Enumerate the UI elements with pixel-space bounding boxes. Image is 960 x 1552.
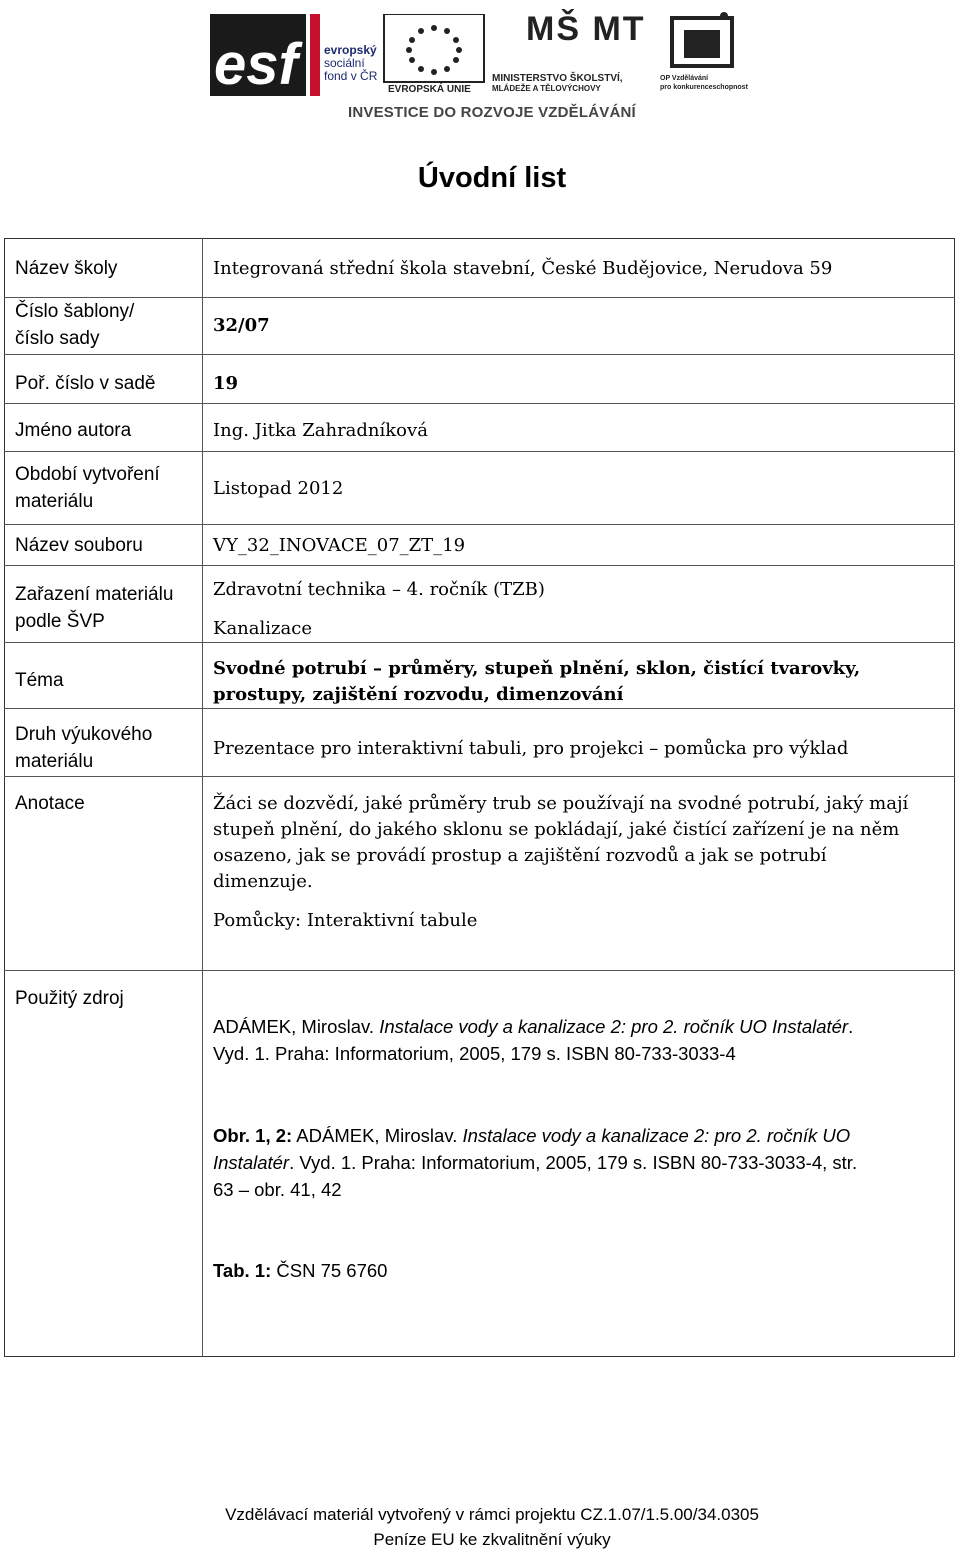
value-author: Ing. Jitka Zahradníková	[213, 420, 428, 441]
value-file-name: VY_32_INOVACE_07_ZT_19	[213, 535, 466, 556]
value-order-number: 19	[213, 373, 239, 394]
row-divider	[4, 776, 955, 777]
value-annotation-3: osazeno, jak se provádí prostup a zajištění rozvodů a jak se potrubí	[213, 845, 827, 866]
value-teaching-aids: Pomůcky: Interaktivní tabule	[213, 910, 478, 931]
row-divider	[4, 451, 955, 452]
label-source: Použitý zdroj	[15, 988, 124, 1009]
msmt-letters: MŠ MT	[526, 10, 646, 48]
row-divider	[4, 354, 955, 355]
label-author: Jméno autora	[15, 420, 132, 441]
op-logo	[650, 10, 760, 98]
label-material-type-1: Druh výukového	[15, 724, 153, 745]
eu-flag-logo	[382, 14, 486, 96]
logo-slogan: INVESTICE DO ROZVOJE VZDĚLÁVÁNÍ	[348, 104, 636, 121]
msmt-logo	[492, 8, 646, 98]
source-ref-2-line2	[213, 1149, 948, 1176]
label-template-number-2: číslo sady	[15, 328, 100, 349]
source-ref-1	[213, 1013, 948, 1040]
table-column-divider	[202, 238, 203, 1357]
source-ref-2-title-1: Instalace vody a kanalizace 2: pro 2. ročník UO	[462, 1125, 851, 1146]
source-ref-2-line3: 63 – obr. 41, 42	[213, 1179, 342, 1200]
page-title: Úvodní list	[417, 162, 567, 194]
row-divider	[4, 708, 955, 709]
label-svp-2: podle ŠVP	[15, 611, 105, 632]
op-caption-1: OP Vzdělávání	[660, 75, 709, 82]
value-school-name: Integrovaná střední škola stavební, České Budějovice, Nerudova 59	[213, 258, 833, 279]
row-divider	[4, 524, 955, 525]
esf-letters: esf	[214, 32, 298, 96]
esf-text-3: fond v ČR	[324, 69, 378, 83]
value-svp-2: Kanalizace	[213, 618, 312, 639]
label-school-name: Název školy	[15, 258, 118, 279]
value-template-number: 32/07	[213, 315, 270, 336]
label-creation-period-2: materiálu	[15, 491, 94, 512]
logo-bar	[210, 8, 770, 126]
label-order-number: Poř. číslo v sadě	[15, 373, 156, 394]
value-svp-1: Zdravotní technika – 4. ročník (TZB)	[213, 579, 545, 600]
source-ref-1-line2: Vyd. 1. Praha: Informatorium, 2005, 179 s. ISBN 80-733-3033-4	[213, 1043, 736, 1064]
row-divider	[4, 642, 955, 643]
label-creation-period-1: Období vytvoření	[15, 464, 160, 485]
row-divider	[4, 970, 955, 971]
source-ref-1-author: ADÁMEK, Miroslav.	[213, 1016, 380, 1037]
msmt-caption-1: MINISTERSTVO ŠKOLSTVÍ,	[492, 73, 623, 84]
value-creation-period: Listopad 2012	[213, 478, 344, 499]
eu-caption: EVROPSKÁ UNIE	[388, 84, 471, 95]
footer-project: Vzdělávací materiál vytvořený v rámci projektu CZ.1.07/1.5.00/34.0305	[225, 1505, 759, 1524]
value-topic-1: Svodné potrubí – průměry, stupeň plnění, sklon, čistící tvarovky,	[213, 658, 861, 679]
op-logo-icon	[664, 10, 744, 70]
op-caption-2: pro konkurenceschopnost	[660, 84, 748, 91]
label-svp-1: Zařazení materiálu	[15, 584, 174, 605]
row-divider	[4, 565, 955, 566]
label-topic: Téma	[15, 670, 64, 691]
source-ref-2-author: ADÁMEK, Miroslav.	[292, 1125, 463, 1146]
value-annotation-2: stupeň plnění, do jakého sklonu se pokládají, jaké čistící zařízení je na něm	[213, 819, 900, 840]
source-ref-3	[213, 1257, 948, 1284]
value-annotation-4: dimenzuje.	[213, 871, 313, 892]
source-ref-2-title-2: Instalatér	[213, 1152, 290, 1173]
msmt-caption-2: MLÁDEŽE A TĚLOVÝCHOVY	[492, 84, 601, 93]
source-ref-2-rest: . Vyd. 1. Praha: Informatorium, 2005, 179 s. ISBN 80-733-3033-4, str.	[289, 1152, 858, 1173]
source-ref-1-end: .	[848, 1016, 854, 1037]
source-ref-1-title: Instalace vody a kanalizace 2: pro 2. ročník UO Instalatér	[379, 1016, 849, 1037]
value-annotation-1: Žáci se dozvědí, jaké průměry trub se používají na svodné potrubí, jaký mají	[213, 793, 909, 814]
source-ref-3-text: ČSN 75 6760	[271, 1260, 388, 1281]
source-ref-2-prefix: Obr. 1, 2:	[213, 1125, 293, 1146]
label-file-name: Název souboru	[15, 535, 143, 556]
esf-text-2: sociální	[324, 56, 365, 70]
eu-flag-icon	[382, 14, 486, 84]
esf-logo	[210, 14, 390, 96]
value-topic-2: prostupy, zajištění rozvodu, dimenzování	[213, 684, 624, 705]
label-material-type-2: materiálu	[15, 751, 94, 772]
row-divider	[4, 403, 955, 404]
label-template-number-1: Číslo šablony/	[15, 301, 135, 322]
value-material-type: Prezentace pro interaktivní tabuli, pro projekci – pomůcka pro výklad	[213, 738, 849, 759]
footer-slogan: Peníze EU ke zkvalitnění výuky	[373, 1530, 611, 1549]
source-ref-2	[213, 1122, 948, 1149]
esf-text-1: evropský	[324, 43, 377, 57]
row-divider	[4, 297, 955, 298]
label-annotation: Anotace	[15, 793, 85, 814]
source-ref-3-prefix: Tab. 1:	[213, 1260, 272, 1281]
